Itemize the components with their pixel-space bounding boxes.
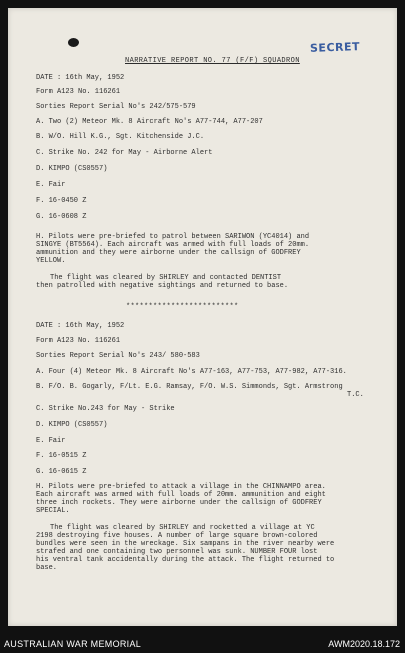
report2-form: Form A123 No. 116261: [36, 337, 121, 345]
report2-h-line: three inch rockets. They were airborne under the callsign of GODFREY: [36, 499, 322, 507]
report2-item-e: E. Fair: [36, 437, 66, 445]
punch-hole: [68, 38, 79, 47]
report2-narrative-line: bundles were seen in the wreckage. Six sampans in the river nearby were: [36, 540, 335, 548]
document-page: [8, 8, 397, 626]
report2-item-c: C. Strike No.243 for May - Strike: [36, 405, 175, 413]
report1-item-f: F. 16-0450 Z: [36, 197, 87, 205]
report2-sorties: Sorties Report Serial No's 243/ 580-583: [36, 352, 200, 360]
report2-item-b-cont: T.C.: [347, 391, 364, 399]
report2-item-f: F. 16-0515 Z: [36, 452, 87, 460]
report2-narrative-line: base.: [36, 564, 58, 572]
report-title: NARRATIVE REPORT NO. 77 (F/F) SQUADRON: [125, 57, 300, 65]
report2-item-b: B. F/O. B. Gogarly, F/Lt. E.G. Ramsay, F/O. W.S. Simmonds, Sgt. Armstrong: [36, 383, 343, 391]
report1-sorties: Sorties Report Serial No's 242/575-579: [36, 103, 196, 111]
report1-h-line: YELLOW.: [36, 257, 66, 265]
report2-narrative-line: his ventral tank accidentally during the attack. The flight returned to: [36, 556, 335, 564]
report1-form: Form A123 No. 116261: [36, 88, 121, 96]
report2-h-line: Each aircraft was armed with full loads of 20mm. ammunition and eight: [36, 491, 326, 499]
report1-h-line: SINGYE (BT5564). Each aircraft was armed with full loads of 20mm.: [36, 241, 310, 249]
footer-institution: AUSTRALIAN WAR MEMORIAL: [4, 639, 142, 649]
archive-footer: [0, 637, 405, 653]
footer-accession-number: AWM2020.18.172: [328, 639, 400, 649]
report2-date: DATE : 16th May, 1952: [36, 322, 125, 330]
report2-narrative-line: The flight was cleared by SHIRLEY and rocketted a village at YC: [50, 524, 315, 532]
report1-date: DATE : 16th May, 1952: [36, 74, 125, 82]
report1-item-d: D. KIMPO (CS0557): [36, 165, 108, 173]
report2-narrative-line: strafed and one containing two personnel was sunk. NUMBER FOUR lost: [36, 548, 318, 556]
report2-item-g: G. 16-0615 Z: [36, 468, 87, 476]
report1-item-b: B. W/O. Hill K.G., Sgt. Kitchenside J.C.: [36, 133, 205, 141]
report2-h-line: SPECIAL.: [36, 507, 70, 515]
report1-narrative-line: The flight was cleared by SHIRLEY and contacted DENTIST: [50, 274, 282, 282]
report1-h-line: ammunition and they were airborne under the callsign of GODFREY: [36, 249, 301, 257]
report1-item-c: C. Strike No. 242 for May - Airborne Alert: [36, 149, 213, 157]
report2-h-line: H. Pilots were pre-briefed to attack a village in the CHINNAMPO area.: [36, 483, 326, 491]
report1-item-g: G. 16-0608 Z: [36, 213, 87, 221]
report1-h-line: H. Pilots were pre-briefed to patrol between SARIWON (YC4014) and: [36, 233, 310, 241]
report1-narrative-line: then patrolled with negative sightings and returned to base.: [36, 282, 289, 290]
separator: *************************: [126, 303, 239, 311]
report2-item-d: D. KIMPO (CS0557): [36, 421, 108, 429]
report1-item-e: E. Fair: [36, 181, 66, 189]
report2-item-a: A. Four (4) Meteor Mk. 8 Aircraft No's A77-163, A77-753, A77-982, A77-316.: [36, 368, 347, 376]
secret-stamp: SECRET: [309, 40, 361, 55]
report2-narrative-line: 2198 destroying five houses. A number of large square brown-colored: [36, 532, 318, 540]
report1-item-a: A. Two (2) Meteor Mk. 8 Aircraft No's A77-744, A77-207: [36, 118, 263, 126]
